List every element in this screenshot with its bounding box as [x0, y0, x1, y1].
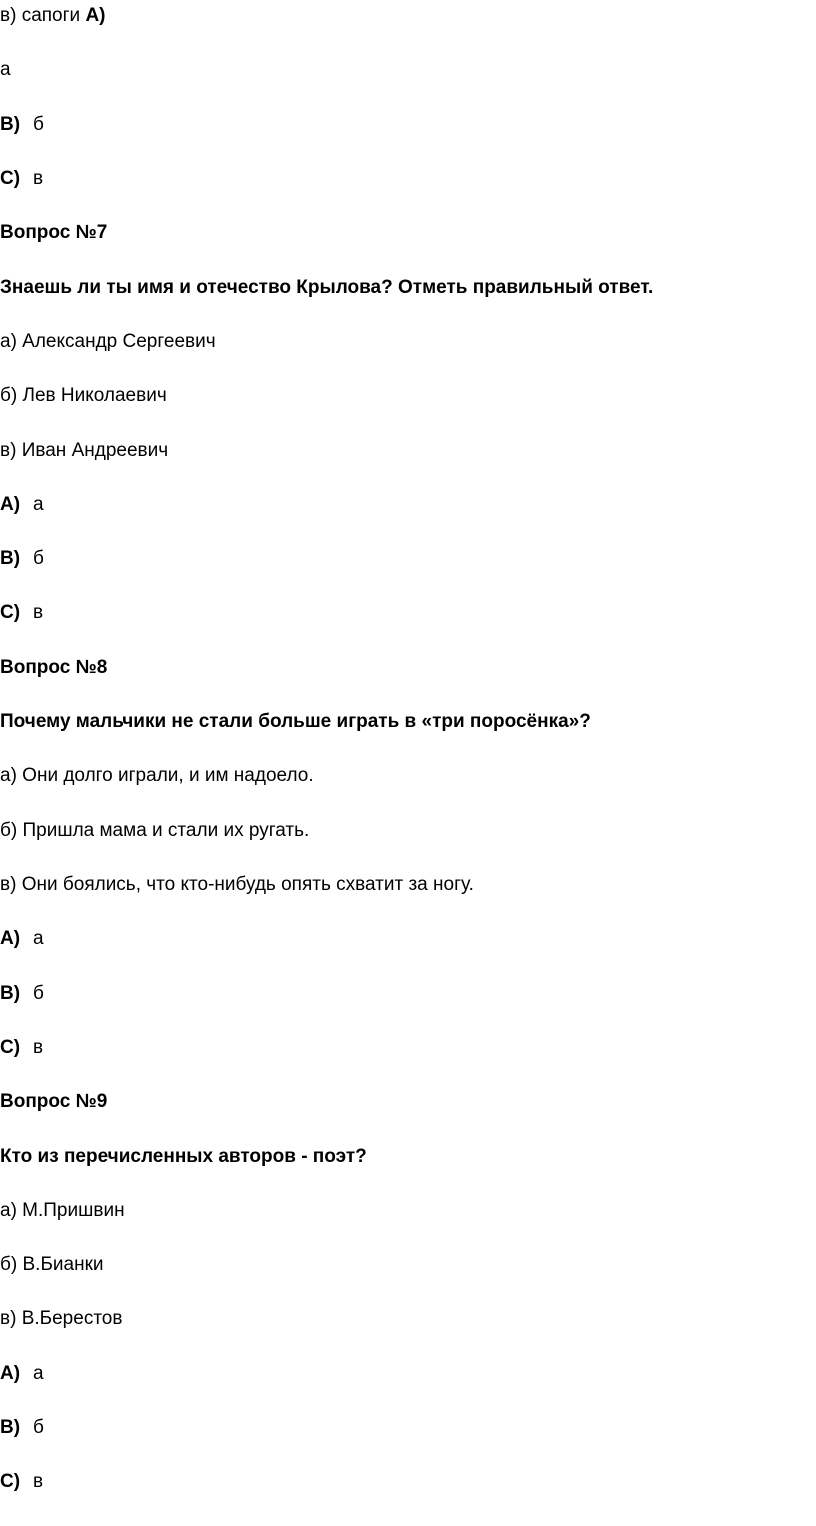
answer-line [0, 113, 44, 137]
answer-letter: C) [0, 602, 21, 623]
answer-line [0, 927, 44, 951]
answer-line [0, 547, 44, 571]
option-line: в) Иван Андреевич [0, 440, 169, 461]
answer-marker: А) [85, 5, 106, 26]
option-line: а) Они долго играли, и им надоело. [0, 765, 314, 786]
answer-letter: A) [0, 1363, 21, 1384]
question-heading: Вопрос №8 [0, 657, 108, 678]
option-line: в) В.Берестов [0, 1308, 123, 1329]
answer-letter: C) [0, 168, 21, 189]
answer-value: б [33, 983, 44, 1004]
answer-letter: B) [0, 548, 21, 569]
answer-value: в [33, 168, 44, 189]
answer-letter: B) [0, 114, 21, 135]
question-heading: Вопрос №9 [0, 1091, 108, 1112]
answer-line [0, 982, 44, 1006]
answer-letter: B) [0, 983, 21, 1004]
answer-value: б [33, 548, 44, 569]
answer-value-line [0, 58, 11, 82]
question-heading: Вопрос №7 [0, 222, 108, 243]
answer-value: б [33, 114, 44, 135]
answer-letter: A) [0, 494, 21, 515]
answer-value: в [33, 602, 44, 623]
question-text: Кто из перечисленных авторов - поэт? [0, 1146, 367, 1167]
answer-value: а [33, 928, 44, 949]
answer-letter: A) [0, 928, 21, 949]
question-text: Почему мальчики не стали больше играть в «три поросёнка»? [0, 711, 591, 732]
answer-value: в [33, 1471, 44, 1492]
answer-value: в [33, 1037, 44, 1058]
answer-value: а [33, 494, 44, 515]
option-line: б) Лев Николаевич [0, 385, 167, 406]
answer-line [0, 1362, 44, 1386]
option-text: в) сапоги [0, 5, 81, 26]
option-line: а) М.Пришвин [0, 1200, 125, 1221]
answer-value: а [33, 1363, 44, 1384]
question-text: Знаешь ли ты имя и отечество Крылова? Отметь правильный ответ. [0, 277, 654, 298]
answer-line [0, 167, 43, 191]
answer-letter: C) [0, 1037, 21, 1058]
option-line: б) Пришла мама и стали их ругать. [0, 820, 310, 841]
answer-line [0, 493, 44, 517]
answer-line [0, 1470, 43, 1494]
option-line: б) В.Бианки [0, 1254, 104, 1275]
option-line: в) Они боялись, что кто-нибудь опять схватит за ногу. [0, 874, 474, 895]
answer-line [0, 601, 43, 625]
option-line [0, 4, 106, 28]
answer-value: а [0, 59, 11, 80]
answer-value: б [33, 1417, 44, 1438]
answer-line [0, 1036, 43, 1060]
answer-letter: B) [0, 1417, 21, 1438]
answer-line [0, 1416, 44, 1440]
option-line: а) Александр Сергеевич [0, 331, 216, 352]
answer-letter: C) [0, 1471, 21, 1492]
